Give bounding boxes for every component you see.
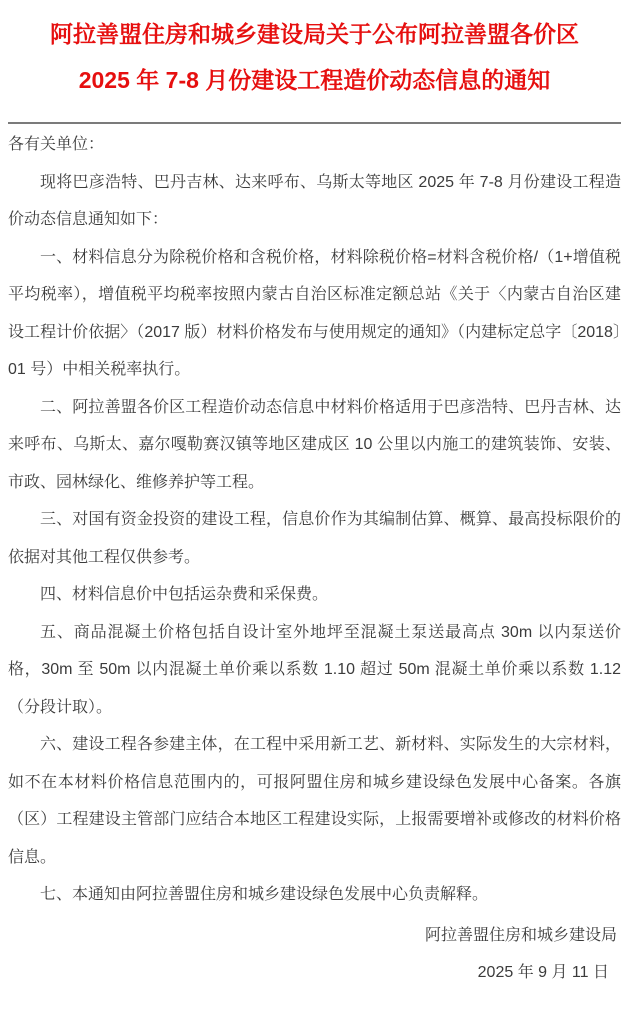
document-body xyxy=(8,124,621,914)
document-title-line2: 2025 年 7-8 月份建设工程造价动态信息的通知 xyxy=(78,67,551,93)
paragraph-item-3: 三、对国有资金投资的建设工程，信息价作为其编制估算、概算、最高投标限价的依据对其他工程仅供参考。 xyxy=(8,511,621,566)
signature-date: 2025 年 9 月 11 日 xyxy=(477,964,609,981)
paragraph-item-4: 四、材料信息价中包括运杂费和采保费。 xyxy=(40,586,329,603)
salutation: 各有关单位： xyxy=(8,136,105,153)
signature-block xyxy=(8,917,621,992)
signature-org: 阿拉善盟住房和城乡建设局 xyxy=(424,926,617,944)
paragraph-item-2: 二、阿拉善盟各价区工程造价动态信息中材料价格适用于巴彦浩特、巴丹吉林、达来呼布、乌斯太、嘉尔嘎勒赛汉镇等地区建成区 10 公里以内施工的建筑装饰、安装、市政、园林绿化、维修养护等工程。 xyxy=(8,398,621,491)
paragraph-intro: 现将巴彦浩特、巴丹吉林、达来呼布、乌斯太等地区 2025 年 7-8 月份建设工程造价动态信息通知如下： xyxy=(8,173,621,228)
document-title xyxy=(8,20,621,94)
paragraph-item-1: 一、材料信息分为除税价格和含税价格，材料除税价格=材料含税价格/（1+增值税平均税率），增值税平均税率按照内蒙古自治区标准定额总站《关于〈内蒙古自治区建设工程计价依据〉（2017 版）材料价格发布与使用规定的通知》（内建标定总字〔2018〕01 号）中相关税率执行。 xyxy=(8,248,621,378)
paragraph-item-5: 五、商品混凝土价格包括自设计室外地坪至混凝土泵送最高点 30m 以内泵送价格，30m 至 50m 以内混凝土单价乘以系数 1.10 超过 50m 混凝土单价乘以系数 1.12（分段计取）。 xyxy=(8,623,621,716)
document-title-line1: 阿拉善盟住房和城乡建设局关于公布阿拉善盟各价区 xyxy=(50,21,579,47)
paragraph-item-7: 七、本通知由阿拉善盟住房和城乡建设绿色发展中心负责解释。 xyxy=(40,886,489,903)
paragraph-item-6: 六、建设工程各参建主体，在工程中采用新工艺、新材料、实际发生的大宗材料，如不在本材料价格信息范围内的，可报阿盟住房和城乡建设绿色发展中心备案。各旗（区）工程建设主管部门应结合本地区工程建设实际，上报需要增补或修改的材料价格信息。 xyxy=(8,736,621,866)
